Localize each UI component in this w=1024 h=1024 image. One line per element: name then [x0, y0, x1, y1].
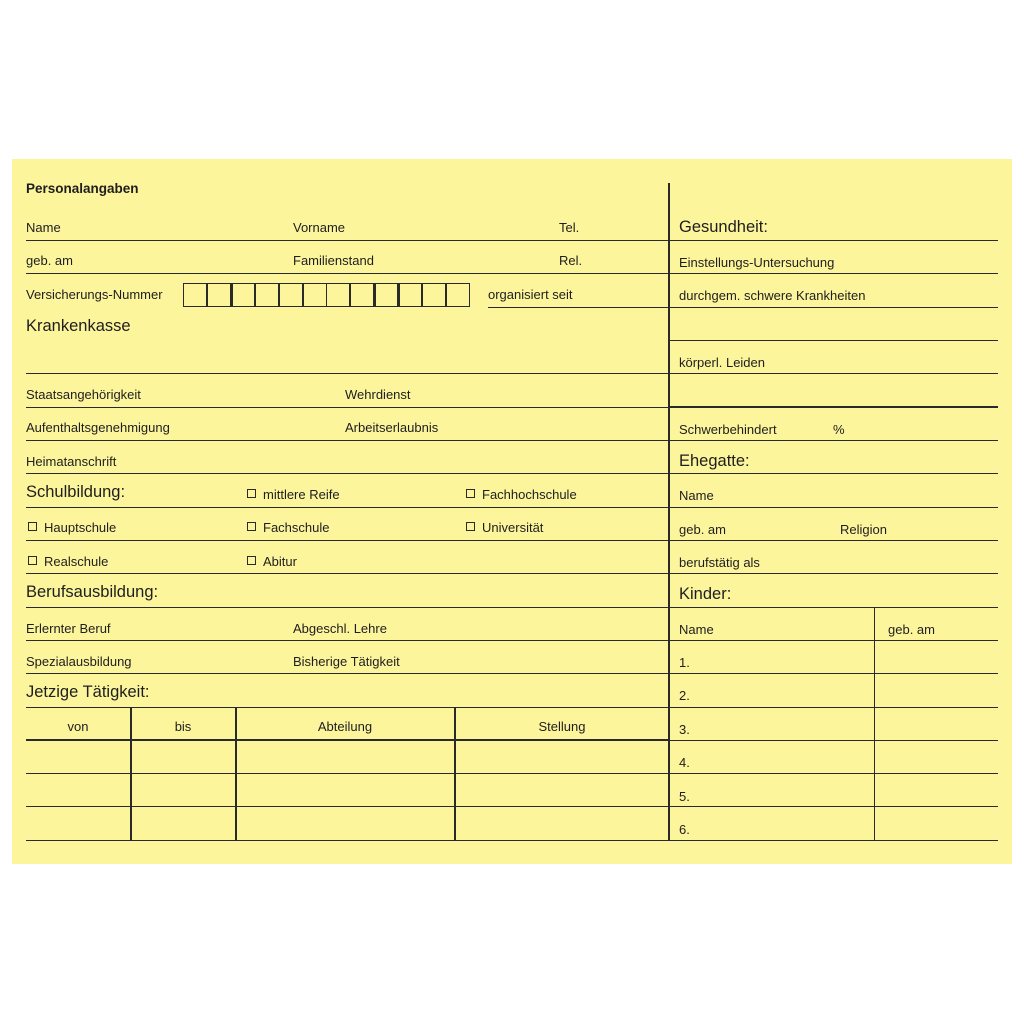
- label-ehegatte-name: Name: [679, 488, 714, 503]
- label-organisiert-seit: organisiert seit: [488, 287, 573, 302]
- abgeschl-lehre-field[interactable]: [393, 614, 668, 640]
- vorname-field[interactable]: [352, 214, 552, 240]
- insurance-digit-box[interactable]: [374, 283, 398, 307]
- rule-line: [670, 607, 998, 608]
- rule-line: [488, 307, 668, 308]
- label-fachhochschule: Fachhochschule: [482, 487, 577, 502]
- table-header-bis: bis: [174, 719, 192, 734]
- rule-line: [26, 407, 668, 408]
- label-vorname: Vorname: [293, 220, 346, 235]
- insurance-digit-box[interactable]: [207, 283, 231, 307]
- label-krankenkasse: Krankenkasse: [26, 317, 131, 335]
- rule-line: [670, 507, 998, 508]
- label-rel: Rel.: [559, 253, 583, 268]
- label-universitaet: Universität: [482, 520, 544, 535]
- label-kinder-name: Name: [679, 622, 714, 637]
- label-religion: Religion: [840, 522, 887, 537]
- geb-am-field[interactable]: [78, 247, 286, 273]
- berufsausbildung-field[interactable]: [170, 580, 668, 607]
- schwerbehindert-percent-field[interactable]: [790, 414, 830, 440]
- label-kinder-geb-am: geb. am: [888, 622, 935, 637]
- rule-line: [26, 707, 668, 708]
- label-percent: %: [833, 422, 845, 437]
- insurance-digit-box[interactable]: [446, 283, 470, 307]
- rule-line: [670, 840, 998, 841]
- checkbox-fachhochschule[interactable]: [466, 489, 475, 498]
- insurance-digit-box[interactable]: [422, 283, 446, 307]
- label-einstellungs-untersuchung: Einstellungs-Untersuchung: [679, 255, 835, 270]
- arbeitserlaubnis-field[interactable]: [448, 414, 668, 440]
- rule-line: [670, 473, 998, 474]
- kinder-name-column[interactable]: [694, 640, 872, 840]
- ehegatte-name-field[interactable]: [720, 481, 998, 507]
- aufenthaltsgenehmigung-field[interactable]: [180, 414, 340, 440]
- label-versicherungs-nummer: Versicherungs-Nummer: [26, 287, 163, 302]
- rule-line: [26, 573, 668, 574]
- label-heimatanschrift: Heimatanschrift: [26, 454, 117, 469]
- schwere-krankheiten-field[interactable]: [670, 307, 998, 340]
- krankenkasse-field[interactable]: [26, 340, 668, 373]
- label-erlernter-beruf: Erlernter Beruf: [26, 621, 111, 636]
- kinder-row-number: 6.: [679, 822, 690, 837]
- jetzige-taetigkeit-table-body[interactable]: [26, 741, 668, 840]
- label-kinder: Kinder:: [679, 585, 732, 603]
- label-geb-am: geb. am: [26, 253, 73, 268]
- koerperl-leiden-field[interactable]: [670, 373, 998, 406]
- rule-line: [26, 673, 668, 674]
- insurance-digit-box[interactable]: [398, 283, 422, 307]
- rule-line: [26, 840, 668, 841]
- label-aufenthaltsgenehmigung: Aufenthaltsgenehmigung: [26, 420, 170, 435]
- rule-line: [670, 440, 998, 441]
- rule-line: [26, 440, 668, 441]
- rule-line: [26, 473, 668, 474]
- spezialausbildung-field[interactable]: [140, 647, 286, 673]
- erlernter-beruf-field[interactable]: [118, 614, 286, 640]
- label-hauptschule: Hauptschule: [44, 520, 117, 535]
- label-familienstand: Familienstand: [293, 253, 374, 268]
- label-name: Name: [26, 220, 61, 235]
- kinder-row-number: 2.: [679, 688, 690, 703]
- label-staatsangehoerigkeit: Staatsangehörigkeit: [26, 387, 141, 402]
- label-fachschule: Fachschule: [263, 520, 330, 535]
- label-bisherige-taetigkeit: Bisherige Tätigkeit: [293, 654, 400, 669]
- column-divider: [668, 183, 670, 841]
- staatsangehoerigkeit-field[interactable]: [150, 381, 340, 407]
- rel-field[interactable]: [584, 247, 668, 273]
- insurance-digit-box[interactable]: [255, 283, 279, 307]
- heimatanschrift-field[interactable]: [125, 447, 668, 473]
- insurance-digit-box[interactable]: [183, 283, 207, 307]
- insurance-digit-box[interactable]: [303, 283, 327, 307]
- religion-field[interactable]: [892, 514, 998, 540]
- checkbox-hauptschule[interactable]: [28, 522, 37, 531]
- rule-line: [670, 573, 998, 574]
- section-rule: [670, 406, 998, 408]
- checkbox-realschule[interactable]: [28, 556, 37, 565]
- label-abitur: Abitur: [263, 554, 297, 569]
- rule-line: [670, 240, 998, 241]
- berufstaetig-als-field[interactable]: [768, 547, 998, 573]
- rule-line: [26, 607, 668, 608]
- kinder-row-number: 3.: [679, 722, 690, 737]
- label-arbeitserlaubnis: Arbeitserlaubnis: [345, 420, 439, 435]
- kinder-row-number: 4.: [679, 755, 690, 770]
- label-schwere-krankheiten: durchgem. schwere Krankheiten: [679, 288, 866, 303]
- label-spezialausbildung: Spezialausbildung: [26, 654, 132, 669]
- rule-line: [670, 340, 998, 341]
- insurance-number-boxes[interactable]: [183, 283, 470, 307]
- checkbox-abitur[interactable]: [247, 556, 256, 565]
- label-mittlere-reife: mittlere Reife: [263, 487, 340, 502]
- rule-line: [26, 640, 668, 641]
- label-gesundheit: Gesundheit:: [679, 218, 768, 236]
- label-realschule: Realschule: [44, 554, 109, 569]
- insurance-digit-box[interactable]: [279, 283, 303, 307]
- kinder-row-number: 1.: [679, 655, 690, 670]
- insurance-digit-box[interactable]: [350, 283, 374, 307]
- label-wehrdienst: Wehrdienst: [345, 387, 411, 402]
- ehegatte-geb-am-field[interactable]: [730, 514, 835, 540]
- rule-line: [26, 540, 668, 541]
- rule-line: [26, 240, 668, 241]
- kinder-geb-am-column[interactable]: [876, 640, 998, 840]
- table-header-von: von: [67, 719, 89, 734]
- insurance-digit-box[interactable]: [326, 283, 350, 307]
- rule-line: [26, 273, 668, 274]
- label-berufstaetig-als: berufstätig als: [679, 555, 760, 570]
- checkbox-mittlere-reife[interactable]: [247, 489, 256, 498]
- label-schwerbehindert: Schwerbehindert: [679, 422, 777, 437]
- label-ehegatte: Ehegatte:: [679, 452, 750, 470]
- checkbox-fachschule[interactable]: [247, 522, 256, 531]
- label-koerperl-leiden: körperl. Leiden: [679, 355, 765, 370]
- label-schulbildung: Schulbildung:: [26, 483, 126, 501]
- rule-line: [670, 273, 998, 274]
- rule-line: [26, 373, 668, 374]
- insurance-digit-box[interactable]: [231, 283, 255, 307]
- checkbox-universitaet[interactable]: [466, 522, 475, 531]
- table-header-abteilung: Abteilung: [317, 719, 373, 734]
- label-abgeschl-lehre: Abgeschl. Lehre: [293, 621, 387, 636]
- familienstand-field[interactable]: [380, 247, 552, 273]
- organisiert-seit-field[interactable]: [580, 281, 668, 307]
- label-berufsausbildung: Berufsausbildung:: [26, 583, 159, 601]
- label-tel: Tel.: [559, 220, 580, 235]
- table-header-stellung: Stellung: [538, 719, 586, 734]
- name-field[interactable]: [70, 214, 285, 240]
- kinder-row-number: 5.: [679, 789, 690, 804]
- label-jetzige-taetigkeit: Jetzige Tätigkeit:: [26, 683, 150, 701]
- wehrdienst-field[interactable]: [418, 381, 668, 407]
- bisherige-taetigkeit-field[interactable]: [410, 647, 668, 673]
- rule-line: [670, 540, 998, 541]
- section-title-personalangaben: Personalangaben: [26, 181, 139, 196]
- tel-field[interactable]: [584, 214, 668, 240]
- rule-line: [26, 507, 668, 508]
- kinder-column-divider: [874, 607, 875, 841]
- label-ehegatte-geb-am: geb. am: [679, 522, 726, 537]
